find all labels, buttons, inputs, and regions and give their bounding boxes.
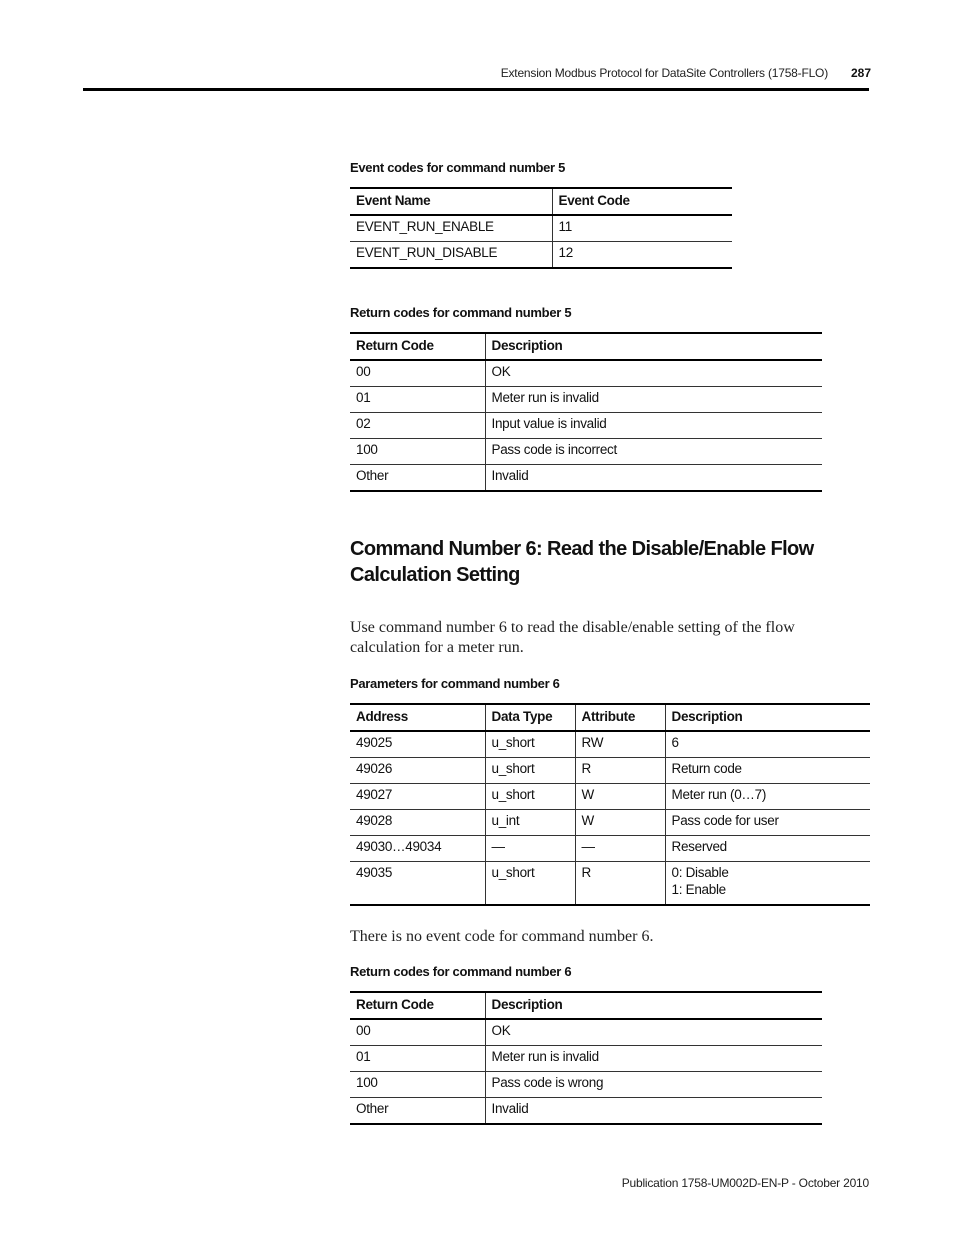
table-cell: W — [575, 810, 665, 836]
section-heading: Command Number 6: Read the Disable/Enable Flow Calculation Setting — [350, 538, 814, 586]
table-row — [350, 242, 732, 269]
table-cell: Meter run is invalid — [485, 1046, 822, 1072]
section-intro: Use command number 6 to read the disable/enable setting of the flow calculation for a meter run. — [350, 619, 795, 656]
table-cell: 11 — [552, 215, 732, 242]
table-cell: 00 — [350, 1019, 485, 1046]
table-cell: 0: Disable 1: Enable — [665, 862, 870, 906]
table-cell: — — [485, 836, 575, 862]
table-cell: — — [575, 836, 665, 862]
table-row — [350, 387, 822, 413]
table-cell: u_int — [485, 810, 575, 836]
table-cell: Meter run (0…7) — [665, 784, 870, 810]
table-cell: 49027 — [350, 784, 485, 810]
table-cell: Reserved — [665, 836, 870, 862]
column-header: Data Type — [485, 704, 575, 731]
return-codes-6-table — [350, 991, 822, 1125]
table-row — [350, 360, 822, 387]
table-row — [350, 862, 870, 906]
table-cell: Pass code for user — [665, 810, 870, 836]
column-header: Address — [350, 704, 485, 731]
table-row — [350, 1098, 822, 1125]
table-cell: R — [575, 758, 665, 784]
table-cell: OK — [485, 360, 822, 387]
table-cell: 01 — [350, 1046, 485, 1072]
table-cell: 49025 — [350, 731, 485, 758]
event-codes-5-table — [350, 187, 732, 269]
column-header: Description — [485, 333, 822, 360]
column-header: Event Code — [552, 188, 732, 215]
table-cell: u_short — [485, 731, 575, 758]
table-cell: 00 — [350, 360, 485, 387]
table-cell: Meter run is invalid — [485, 387, 822, 413]
table-cell: 100 — [350, 1072, 485, 1098]
parameters-6-table — [350, 703, 870, 906]
table-cell: EVENT_RUN_ENABLE — [350, 215, 552, 242]
table-cell: 100 — [350, 439, 485, 465]
table-cell: u_short — [485, 862, 575, 906]
table-cell: Input value is invalid — [485, 413, 822, 439]
table-cell: 49026 — [350, 758, 485, 784]
return-codes-5-caption: Return codes for command number 5 — [350, 305, 572, 320]
column-header: Attribute — [575, 704, 665, 731]
table-cell: 02 — [350, 413, 485, 439]
table-cell: 49030…49034 — [350, 836, 485, 862]
table-cell: Other — [350, 1098, 485, 1125]
table-cell: u_short — [485, 758, 575, 784]
event-codes-5-caption: Event codes for command number 5 — [350, 160, 566, 175]
table-cell: 49035 — [350, 862, 485, 906]
table-cell: u_short — [485, 784, 575, 810]
publication-footer: Publication 1758-UM002D-EN-P - October 2010 — [621, 1176, 869, 1190]
column-header: Return Code — [350, 992, 485, 1019]
table-cell: Pass code is incorrect — [485, 439, 822, 465]
table-cell: W — [575, 784, 665, 810]
table-cell: Invalid — [485, 1098, 822, 1125]
return-codes-6-caption: Return codes for command number 6 — [350, 964, 572, 979]
table-cell: 6 — [665, 731, 870, 758]
table-cell: R — [575, 862, 665, 906]
header-rule — [83, 88, 869, 91]
table-cell: Other — [350, 465, 485, 492]
table-row — [350, 731, 870, 758]
table-cell: 01 — [350, 387, 485, 413]
column-header: Event Name — [350, 188, 552, 215]
table-cell: OK — [485, 1019, 822, 1046]
table-row — [350, 439, 822, 465]
running-header: Extension Modbus Protocol for DataSite Controllers (1758-FLO) — [500, 66, 828, 80]
parameters-6-caption: Parameters for command number 6 — [350, 676, 560, 691]
column-header: Description — [485, 992, 822, 1019]
table-cell: 12 — [552, 242, 732, 269]
table-cell: RW — [575, 731, 665, 758]
table-cell: Pass code is wrong — [485, 1072, 822, 1098]
table-row — [350, 465, 822, 492]
table-cell: Return code — [665, 758, 870, 784]
table-cell: Invalid — [485, 465, 822, 492]
table-row — [350, 836, 870, 862]
table-cell: EVENT_RUN_DISABLE — [350, 242, 552, 269]
no-event-note: There is no event code for command number 6. — [350, 928, 654, 945]
table-cell: 49028 — [350, 810, 485, 836]
return-codes-5-table — [350, 332, 822, 492]
table-row — [350, 413, 822, 439]
table-row — [350, 1046, 822, 1072]
table-row — [350, 215, 732, 242]
table-row — [350, 810, 870, 836]
page-number: 287 — [851, 66, 872, 80]
table-row — [350, 758, 870, 784]
column-header: Description — [665, 704, 870, 731]
table-row — [350, 784, 870, 810]
column-header: Return Code — [350, 333, 485, 360]
table-row — [350, 1019, 822, 1046]
table-row — [350, 1072, 822, 1098]
